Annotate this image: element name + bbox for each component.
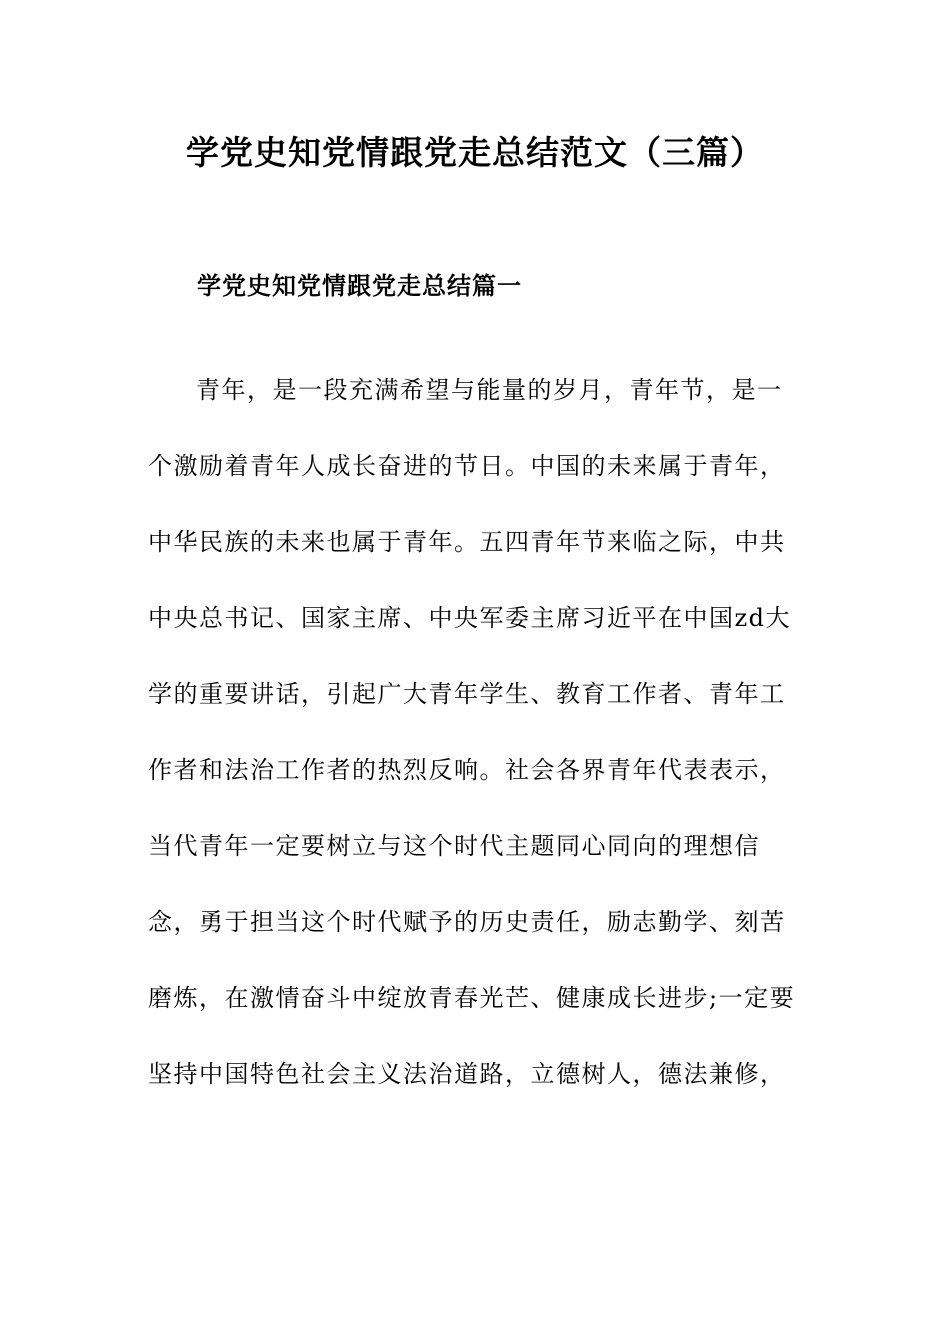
document-title: 学党史知党情跟党走总结范文（三篇） [186,133,764,172]
paragraph-line: 磨炼，在激情奋斗中绽放青春光芒、健康成长进步;一定要 [148,984,796,1012]
paragraph-line: 学的重要讲话，引起广大青年学生、教育工作者、青年工 [148,680,786,708]
body-paragraph [148,360,808,1120]
section-heading: 学党史知党情跟党走总结篇一 [197,271,522,300]
paragraph-line: 坚持中国特色社会主义法治道路，立德树人，德法兼修， [148,1060,786,1088]
paragraph-line: 念，勇于担当这个时代赋予的历史责任，励志勤学、刻苦 [148,908,786,936]
paragraph-line: 个激励着青年人成长奋进的节日。中国的未来属于青年， [148,452,786,480]
paragraph-line: 中华民族的未来也属于青年。五四青年节来临之际，中共 [148,528,786,556]
paragraph-line: 中央总书记、国家主席、中央军委主席习近平在中国zd大 [148,604,792,632]
paragraph-line: 当代青年一定要树立与这个时代主题同心同向的理想信 [148,832,760,860]
paragraph-line: 作者和法治工作者的热烈反响。社会各界青年代表表示， [148,756,786,784]
paragraph-line: 青年，是一段充满希望与能量的岁月，青年节，是一 [196,376,783,404]
